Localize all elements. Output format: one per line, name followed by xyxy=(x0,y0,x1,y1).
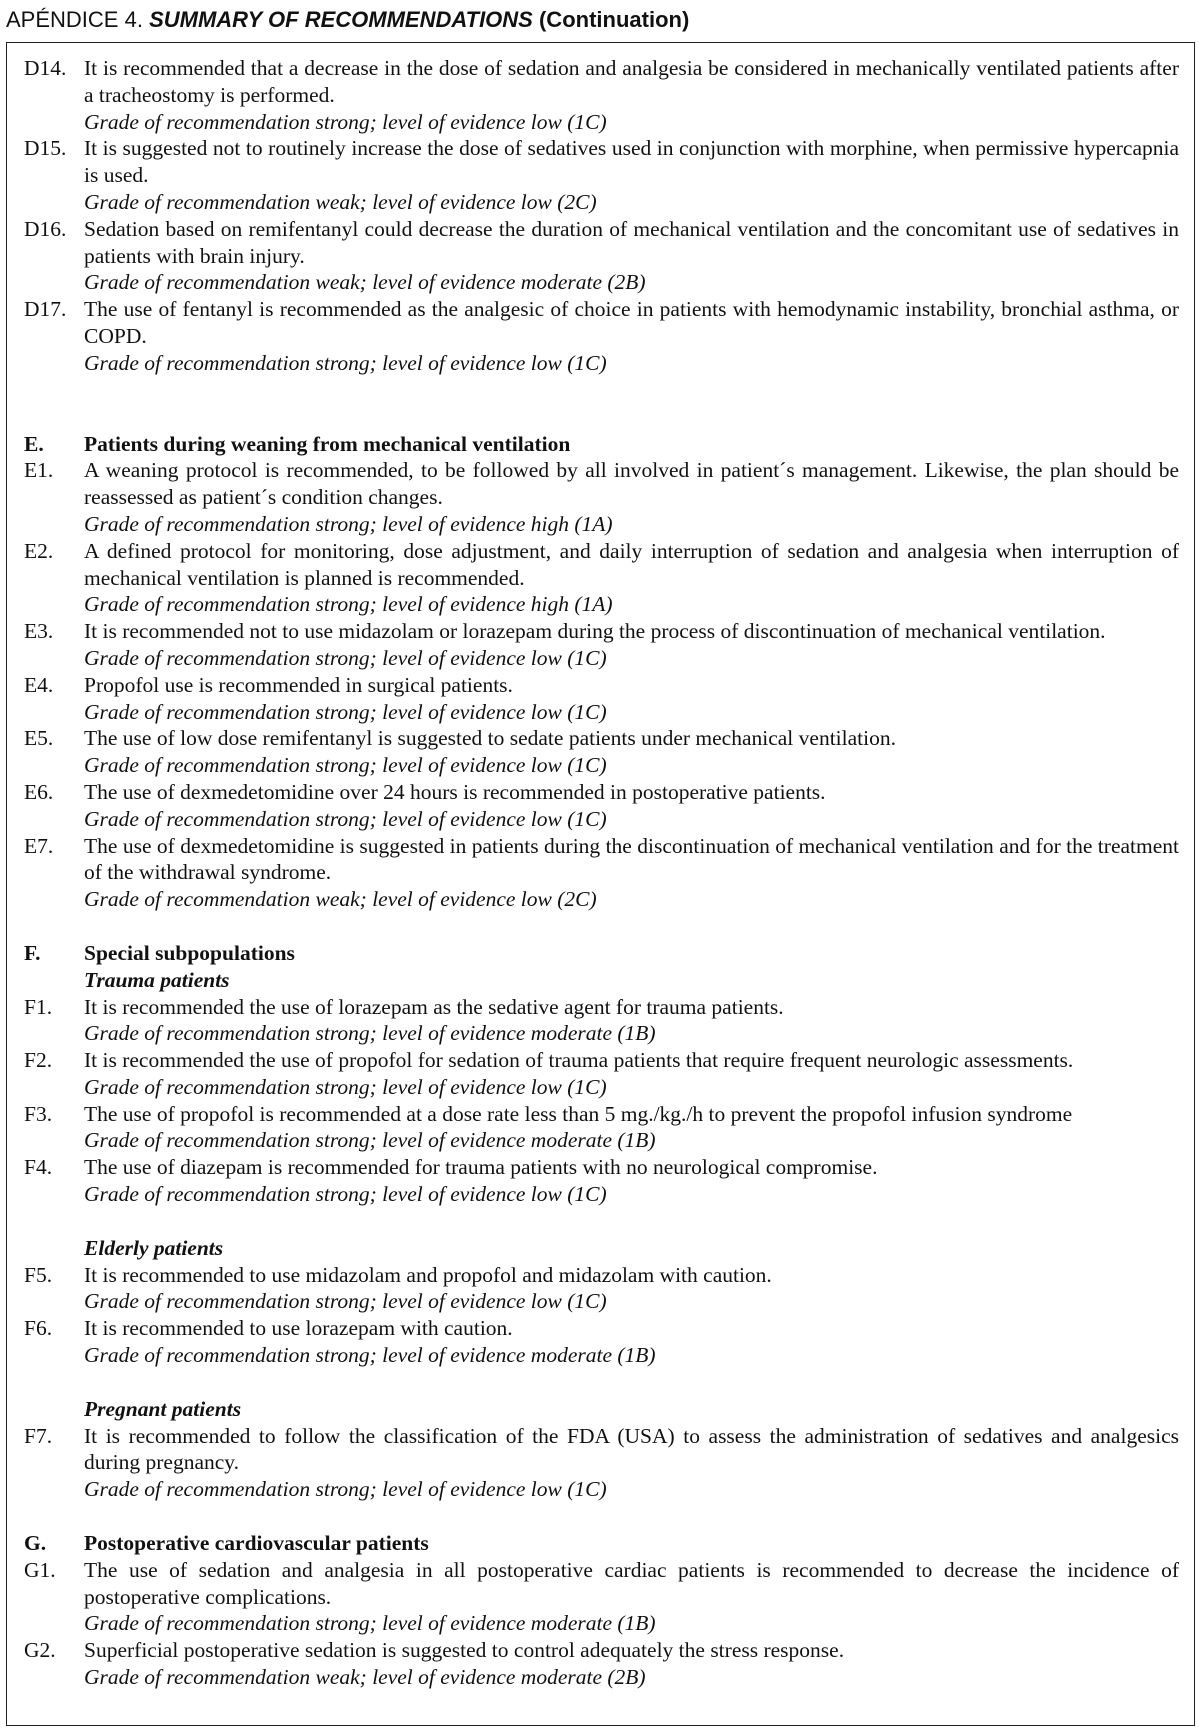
recommendation-body xyxy=(84,1047,1179,1101)
recommendation-code: E2. xyxy=(24,538,54,563)
recommendation-item xyxy=(24,296,1179,376)
recommendation-body xyxy=(84,55,1179,135)
recommendation-body xyxy=(84,216,1179,296)
recommendation-item xyxy=(24,135,1179,215)
recommendation-body xyxy=(84,1315,1179,1369)
recommendation-grade: Grade of recommendation weak; level of evidence low (2C) xyxy=(84,887,597,912)
recommendation-text: It is recommended to use midazolam and propofol and midazolam with caution. xyxy=(84,1262,772,1287)
recommendation-code: F2. xyxy=(24,1048,53,1073)
section-title: Postoperative cardiovascular patients xyxy=(84,1531,429,1556)
subsection-elderly-title: Elderly patients xyxy=(84,1235,224,1260)
recommendation-text: It is recommended to follow the classification of the FDA (USA) to assess the administration of sedatives and analgesics during pregnancy. xyxy=(84,1423,1179,1475)
recommendation-text: The use of fentanyl is recommended as the analgesic of choice in patients with hemodynamic instability, bronchial asthma, or COPD. xyxy=(84,297,1179,348)
recommendation-body xyxy=(84,833,1179,913)
recommendation-code: F4. xyxy=(24,1155,53,1180)
recommendation-code: D14. xyxy=(24,56,67,80)
section-f-trauma-list xyxy=(24,994,1179,1208)
recommendation-text: The use of dexmedetomidine is suggested in patients during the discontinuation of mechanical ventilation and for the treatment of the withdrawal syndrome. xyxy=(84,833,1179,885)
recommendation-item xyxy=(24,618,1179,672)
recommendation-grade: Grade of recommendation weak; level of evidence moderate (2B) xyxy=(84,1665,646,1690)
recommendation-code: E1. xyxy=(24,458,54,483)
recommendation-item xyxy=(24,538,1179,618)
recommendation-body xyxy=(84,725,1179,779)
recommendation-body xyxy=(84,618,1179,672)
recommendation-grade: Grade of recommendation weak; level of evidence moderate (2B) xyxy=(84,270,646,295)
spacer xyxy=(24,913,1179,940)
recommendation-body xyxy=(84,296,1179,376)
recommendation-item xyxy=(24,1154,1179,1208)
recommendation-body xyxy=(84,538,1179,618)
section-f-heading xyxy=(24,940,1179,967)
recommendation-grade: Grade of recommendation strong; level of evidence moderate (1B) xyxy=(84,1611,656,1636)
recommendation-item xyxy=(24,55,1179,135)
recommendation-grade: Grade of recommendation strong; level of evidence low (1C) xyxy=(84,699,607,724)
section-f-pregnant-list xyxy=(24,1423,1179,1503)
recommendation-code: E5. xyxy=(24,726,54,751)
recommendation-grade: Grade of recommendation weak; level of evidence low (2C) xyxy=(84,189,597,214)
recommendation-item xyxy=(24,1315,1179,1369)
recommendation-item xyxy=(24,457,1179,537)
recommendation-text: The use of diazepam is recommended for trauma patients with no neurological compromise. xyxy=(84,1155,878,1180)
page-header xyxy=(6,6,689,34)
recommendation-grade: Grade of recommendation strong; level of evidence high (1A) xyxy=(84,511,613,536)
subsection-trauma-title: Trauma patients xyxy=(84,967,230,992)
recommendation-code: F3. xyxy=(24,1101,53,1126)
recommendation-code: F7. xyxy=(24,1423,53,1448)
recommendation-grade: Grade of recommendation strong; level of evidence low (1C) xyxy=(84,109,607,134)
recommendation-grade: Grade of recommendation strong; level of evidence moderate (1B) xyxy=(84,1128,656,1153)
recommendation-code: E4. xyxy=(24,672,54,697)
recommendation-item xyxy=(24,1262,1179,1316)
page-title: SUMMARY OF RECOMMENDATIONS xyxy=(149,7,533,32)
recommendation-body xyxy=(84,1557,1179,1637)
recommendation-text: It is recommended that a decrease in the dose of sedation and analgesia be considered in mechanically ventilated patients after a tracheostomy is performed. xyxy=(84,56,1179,107)
spacer xyxy=(24,1369,1179,1396)
recommendation-body xyxy=(84,135,1179,215)
recommendation-item xyxy=(24,1637,1179,1691)
recommendation-body xyxy=(84,1154,1179,1208)
recommendation-text: A weaning protocol is recommended, to be followed by all involved in patient´s management. Likewise, the plan should be reassessed as patient´s condition changes. xyxy=(84,458,1179,510)
recommendation-grade: Grade of recommendation strong; level of evidence moderate (1B) xyxy=(84,1021,656,1046)
recommendation-grade: Grade of recommendation strong; level of evidence low (1C) xyxy=(84,1182,607,1207)
recommendation-body xyxy=(84,457,1179,537)
recommendation-text: The use of sedation and analgesia in all postoperative cardiac patients is recommended to decrease the incidence of postoperative complications. xyxy=(84,1557,1179,1609)
section-title: Special subpopulations xyxy=(84,940,295,965)
recommendation-text: It is suggested not to routinely increase the dose of sedatives used in conjunction with morphine, when permissive hypercapnia is used. xyxy=(84,136,1179,188)
recommendation-grade: Grade of recommendation strong; level of evidence low (1C) xyxy=(84,1289,607,1314)
section-code: E. xyxy=(24,431,44,456)
recommendation-code: E7. xyxy=(24,833,54,858)
recommendation-grade: Grade of recommendation strong; level of evidence low (1C) xyxy=(84,753,607,778)
recommendation-item xyxy=(24,1423,1179,1503)
recommendation-code: D15. xyxy=(24,136,67,161)
recommendation-text: It is recommended the use of propofol for sedation of trauma patients that require frequent neurologic assessments. xyxy=(84,1048,1074,1073)
recommendation-text: The use of dexmedetomidine over 24 hours is recommended in postoperative patients. xyxy=(84,779,826,804)
recommendation-grade: Grade of recommendation strong; level of evidence low (1C) xyxy=(84,645,607,670)
recommendation-text: It is recommended the use of lorazepam as the sedative agent for trauma patients. xyxy=(84,994,784,1019)
section-g-heading xyxy=(24,1530,1179,1557)
recommendation-code: F5. xyxy=(24,1262,53,1287)
recommendation-grade: Grade of recommendation strong; level of evidence low (1C) xyxy=(84,1477,607,1502)
recommendation-text: The use of low dose remifentanyl is suggested to sedate patients under mechanical ventilation. xyxy=(84,726,896,751)
recommendation-body xyxy=(84,1637,1179,1691)
recommendation-body xyxy=(84,1101,1179,1155)
recommendation-code: G2. xyxy=(24,1638,56,1663)
recommendation-item xyxy=(24,994,1179,1048)
section-g-list xyxy=(24,1557,1179,1691)
spacer xyxy=(24,377,1179,431)
recommendation-item xyxy=(24,672,1179,726)
recommendation-text: It is recommended not to use midazolam or lorazepam during the process of discontinuation of mechanical ventilation. xyxy=(84,619,1106,644)
section-code: F. xyxy=(24,940,41,965)
recommendation-item xyxy=(24,725,1179,779)
recommendation-grade: Grade of recommendation strong; level of evidence low (1C) xyxy=(84,350,607,375)
recommendation-body xyxy=(84,779,1179,833)
recommendation-body xyxy=(84,1423,1179,1503)
recommendation-code: F6. xyxy=(24,1316,53,1341)
recommendation-text: Superficial postoperative sedation is suggested to control adequately the stress response. xyxy=(84,1638,845,1663)
section-code: G. xyxy=(24,1531,47,1556)
section-f-elderly-list xyxy=(24,1262,1179,1369)
recommendation-item xyxy=(24,1101,1179,1155)
recommendation-code: F1. xyxy=(24,994,53,1019)
recommendation-item xyxy=(24,1047,1179,1101)
recommendation-grade: Grade of recommendation strong; level of evidence low (1C) xyxy=(84,1074,607,1099)
recommendation-code: E6. xyxy=(24,779,54,804)
recommendation-text: Propofol use is recommended in surgical patients. xyxy=(84,672,513,697)
section-d-list xyxy=(24,55,1179,377)
recommendation-body xyxy=(84,1262,1179,1316)
recommendation-grade: Grade of recommendation strong; level of evidence low (1C) xyxy=(84,806,607,831)
section-e-heading xyxy=(24,431,1179,458)
subsection-pregnant-title: Pregnant patients xyxy=(84,1396,242,1421)
recommendation-text: It is recommended to use lorazepam with caution. xyxy=(84,1316,513,1341)
recommendation-item xyxy=(24,779,1179,833)
recommendation-code: D17. xyxy=(24,297,67,322)
recommendation-text: The use of propofol is recommended at a dose rate less than 5 mg./kg./h to prevent the propofol infusion syndrome xyxy=(84,1101,1073,1126)
recommendation-code: E3. xyxy=(24,619,54,644)
recommendation-code: G1. xyxy=(24,1557,56,1582)
recommendation-item xyxy=(24,216,1179,296)
spacer xyxy=(24,1208,1179,1235)
recommendation-grade: Grade of recommendation strong; level of evidence high (1A) xyxy=(84,592,613,617)
recommendations-content xyxy=(24,55,1179,1691)
section-e-list xyxy=(24,457,1179,913)
recommendation-code: D16. xyxy=(24,216,67,241)
recommendation-body xyxy=(84,994,1179,1048)
recommendation-grade: Grade of recommendation strong; level of evidence moderate (1B) xyxy=(84,1343,656,1368)
recommendation-item xyxy=(24,1557,1179,1637)
recommendation-item xyxy=(24,833,1179,913)
appendix-label: APÉNDICE 4. xyxy=(6,7,143,32)
recommendation-body xyxy=(84,672,1179,726)
recommendation-text: A defined protocol for monitoring, dose adjustment, and daily interruption of sedation and analgesia when interruption of mechanical ventilation is planned is recommended. xyxy=(84,538,1179,590)
recommendation-text: Sedation based on remifentanyl could decrease the duration of mechanical ventilation and the concomitant use of sedatives in patients with brain injury. xyxy=(84,216,1179,268)
spacer xyxy=(24,1503,1179,1530)
recommendations-box xyxy=(6,42,1195,1726)
continuation-label: (Continuation) xyxy=(538,7,690,32)
section-title: Patients during weaning from mechanical ventilation xyxy=(84,431,571,456)
